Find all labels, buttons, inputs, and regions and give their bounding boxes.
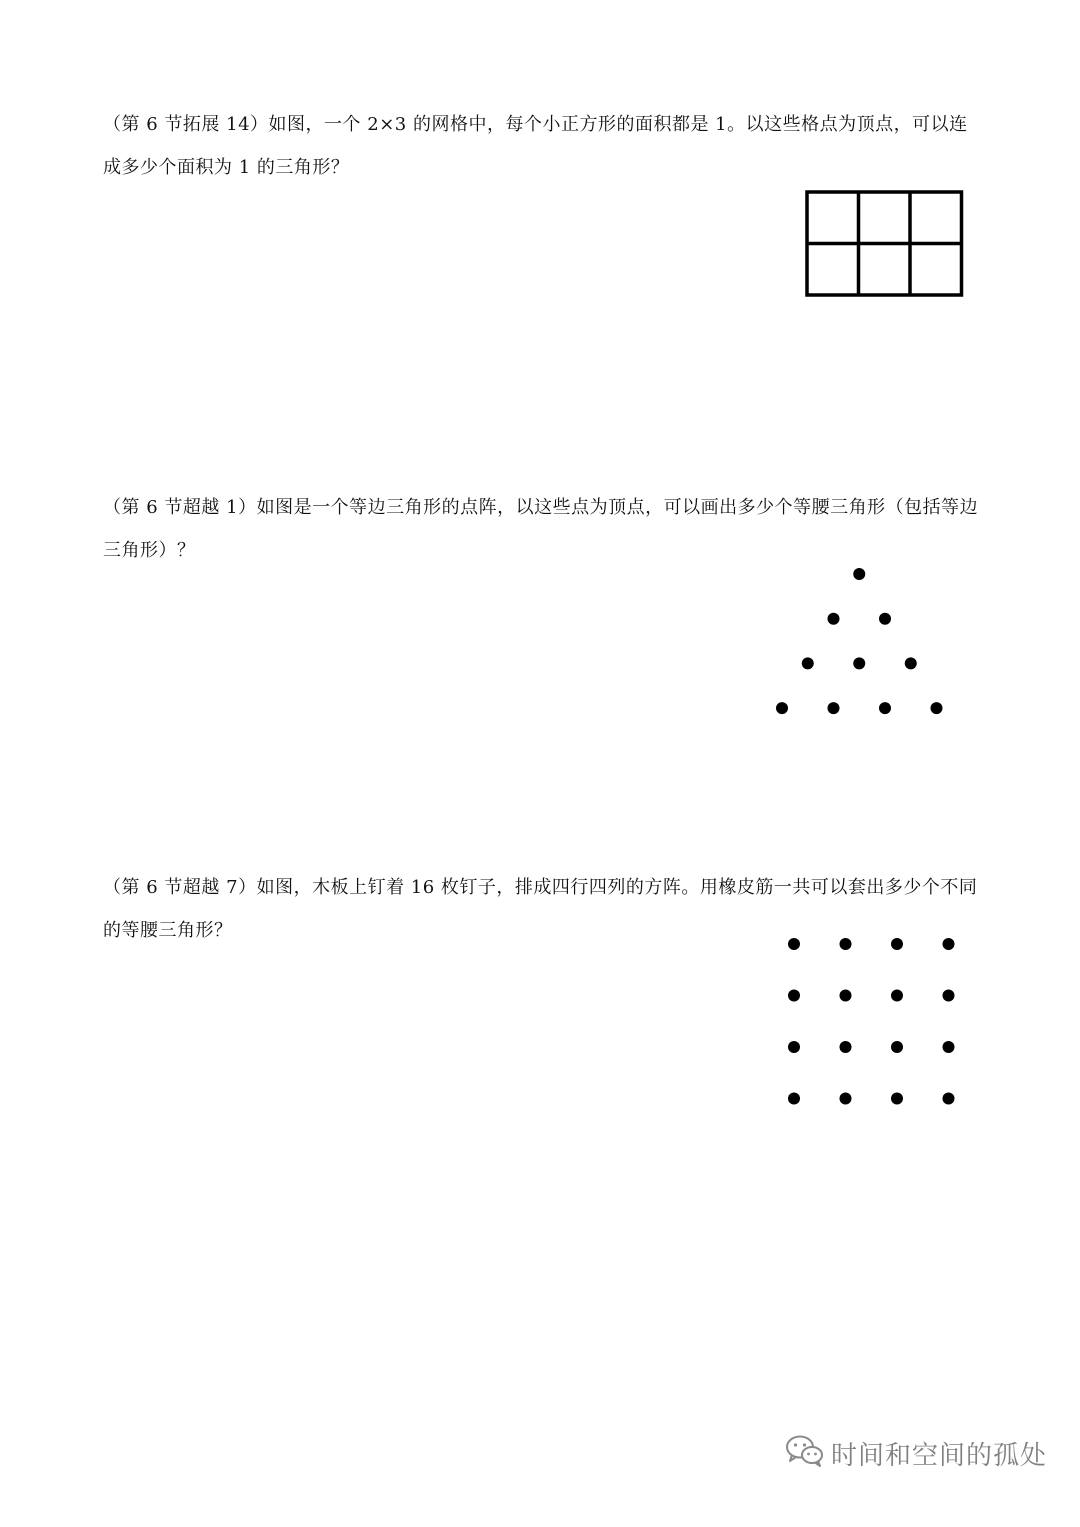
nail-dot: [891, 1041, 903, 1053]
nail-dot: [840, 1041, 852, 1053]
watermark-text: 时间和空间的孤处: [831, 1440, 1048, 1471]
dot: [853, 568, 865, 580]
grid-figure: [800, 185, 970, 305]
dot: [776, 702, 788, 714]
dot: [931, 702, 943, 714]
dot: [905, 657, 917, 669]
problem-3-text: （第 6 节超越 7）如图，木板上钉着 16 枚钉子，排成四行四列的方阵。用橡皮筋一共可以套出多少个不同的等腰三角形？: [103, 877, 978, 941]
nail-dot: [943, 938, 955, 950]
nail-dot: [788, 1093, 800, 1105]
watermark: [785, 1434, 1047, 1472]
nail-dot: [788, 938, 800, 950]
nail-dot: [943, 990, 955, 1002]
triangle-dot-figure: [770, 562, 950, 722]
nail-dot: [943, 1041, 955, 1053]
wechat-icon: [785, 1434, 825, 1472]
nail-dot: [891, 990, 903, 1002]
nail-dot: [840, 1093, 852, 1105]
dot: [853, 657, 865, 669]
dot: [828, 613, 840, 625]
dot: [828, 702, 840, 714]
nail-dot: [788, 1041, 800, 1053]
nail-dot: [943, 1093, 955, 1105]
problem-2-text: （第 6 节超越 1）如图是一个等边三角形的点阵，以这些点为顶点，可以画出多少个等腰三角形（包括等边三角形）？: [103, 497, 979, 561]
dot: [879, 613, 891, 625]
nail-dot: [788, 990, 800, 1002]
square-dot-figure: [783, 933, 963, 1113]
nail-dot: [840, 938, 852, 950]
problem-1-text: （第 6 节拓展 14）如图，一个 2×3 的网格中，每个小正方形的面积都是 1。以这些格点为顶点，可以连成多少个面积为 1 的三角形？: [103, 114, 968, 178]
nail-dot: [891, 938, 903, 950]
nail-dot: [891, 1093, 903, 1105]
nail-dot: [840, 990, 852, 1002]
dot: [802, 657, 814, 669]
dot: [879, 702, 891, 714]
